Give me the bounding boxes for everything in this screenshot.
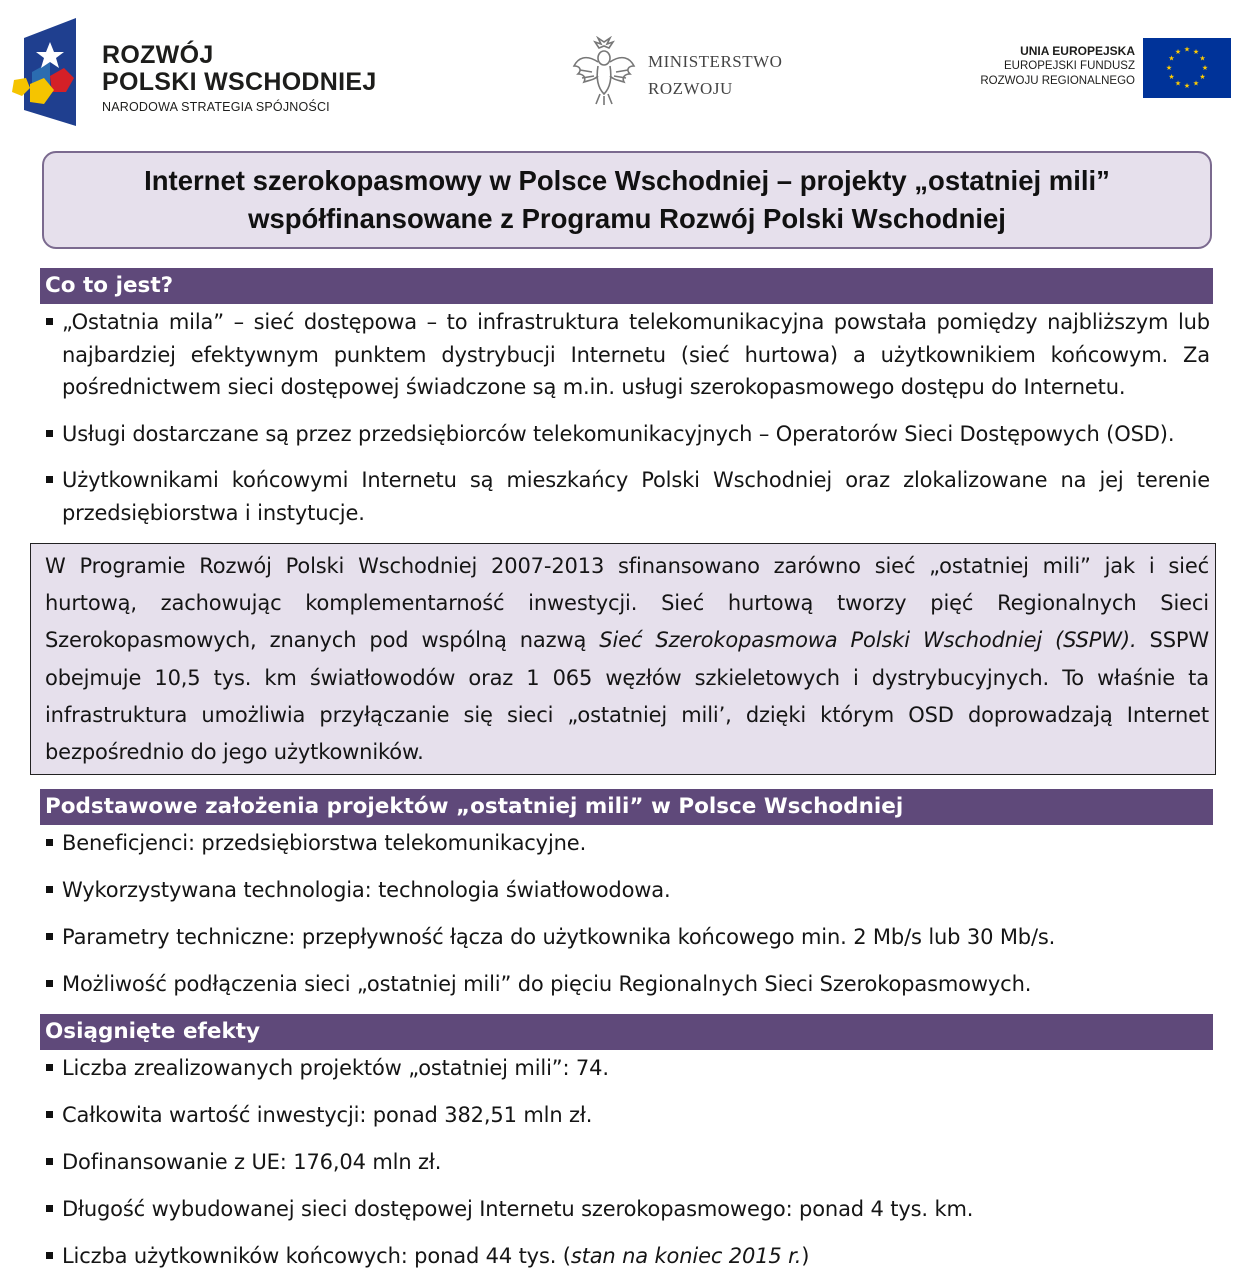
ministry-logo bbox=[572, 36, 802, 108]
eagle-emblem-icon bbox=[572, 36, 636, 106]
page-title-line1: Internet szerokopasmowy w Polsce Wschodniej – projekty „ostatniej mili” bbox=[144, 165, 1110, 196]
ministry-line1: MINISTERSTWO bbox=[648, 52, 783, 71]
svg-text:★: ★ bbox=[1168, 54, 1175, 63]
ministry-line2: ROZWOJU bbox=[648, 79, 733, 98]
rpw-logo-line3: NARODOWA STRATEGIA SPÓJNOŚCI bbox=[102, 100, 330, 114]
what-list bbox=[44, 306, 1210, 543]
results-date-note: stan na koniec 2015 r. bbox=[570, 1244, 802, 1268]
section-heading-assumptions: Podstawowe założenia projektów „ostatniej mili” w Polsce Wschodniej bbox=[40, 789, 1213, 825]
list-item: Usługi dostarczane są przez przedsiębiorców telekomunikacyjnych – Operatorów Sieci Dostępowych (OSD). bbox=[44, 418, 1210, 451]
eu-line2: EUROPEJSKI FUNDUSZ bbox=[1004, 60, 1135, 72]
rpw-star-mark-icon bbox=[10, 18, 90, 126]
results-last-close: ) bbox=[801, 1244, 810, 1268]
page-title-box bbox=[42, 151, 1212, 249]
svg-text:★: ★ bbox=[1183, 45, 1191, 54]
svg-text:★: ★ bbox=[1201, 64, 1209, 72]
svg-text:★: ★ bbox=[1168, 73, 1175, 81]
list-item bbox=[44, 1240, 1210, 1273]
header bbox=[0, 0, 1259, 140]
svg-text:★: ★ bbox=[1199, 73, 1206, 81]
list-item: Liczba zrealizowanych projektów „ostatniej mili”: 74. bbox=[44, 1052, 1210, 1085]
info-text-italic: Sieć Szerokopasmowa Polski Wschodniej (SSPW). bbox=[599, 628, 1137, 653]
svg-text:★: ★ bbox=[1183, 82, 1191, 90]
list-item: Dofinansowanie z UE: 176,04 mln zł. bbox=[44, 1146, 1210, 1179]
section-heading-what: Co to jest? bbox=[40, 268, 1213, 304]
info-text-part1: W Programie Rozwój Polski Wschodniej 2007-2013 sfinansowano zarówno sieć „ostatniej mili” jak i sieć hurtową, zachowując komplementarność inwestycji. Sieć hurtową tworzy pięć Regionalnych Sieci Szerokopasmowych, znanych pod wspólną nazwą bbox=[45, 554, 1209, 653]
eu-line3: ROZWOJU REGIONALNEGO bbox=[980, 75, 1135, 87]
section-heading-results: Osiągnięte efekty bbox=[40, 1014, 1213, 1050]
rpw-logo-line2: POLSKI WSCHODNIEJ bbox=[102, 68, 377, 96]
page-title-line2: współfinansowane z Programu Rozwój Polski Wschodniej bbox=[248, 203, 1006, 234]
list-item: „Ostatnia mila” – sieć dostępowa – to infrastruktura telekomunikacyjna powstała pomiędzy najbliższym lub najbardziej efektywnym punktem dystrybucji Internetu (sieć hurtowa) a użytkownikiem końcowym. Za pośrednictwem sieci dostępowej świadczone są m.in. usługi szerokopasmowego dostępu do Internetu. bbox=[44, 306, 1210, 404]
svg-text:★: ★ bbox=[1199, 54, 1206, 63]
svg-text:★: ★ bbox=[1174, 79, 1182, 88]
results-list bbox=[44, 1052, 1210, 1287]
svg-text:★: ★ bbox=[1165, 64, 1173, 72]
list-item: Wykorzystywana technologia: technologia światłowodowa. bbox=[44, 874, 1210, 907]
rozwoj-polski-wschodniej-logo bbox=[10, 18, 390, 128]
list-item: Beneficjenci: przedsiębiorstwa telekomunikacyjne. bbox=[44, 827, 1210, 860]
list-item: Użytkownikami końcowymi Internetu są mieszkańcy Polski Wschodniej oraz zlokalizowane na jej terenie przedsiębiorstwa i instytucje. bbox=[44, 464, 1210, 529]
results-last-text: Liczba użytkowników końcowych: ponad 44 tys. ( bbox=[62, 1244, 571, 1268]
list-item: Możliwość podłączenia sieci „ostatniej mili” do pięciu Regionalnych Sieci Szerokopasmowych. bbox=[44, 968, 1210, 1001]
svg-text:★: ★ bbox=[1192, 48, 1200, 56]
svg-text:★: ★ bbox=[1174, 48, 1182, 56]
info-text-part2: SSPW obejmuje 10,5 tys. km światłowodów oraz 1 065 węzłów szkieletowych i dystrybucyjnych. To właśnie ta infrastruktura umożliwia przyłączanie się sieci „ostatniej mili’, dzięki którym OSD doprowadzają Internet bezpośrednio do jego użytkowników. bbox=[45, 628, 1210, 765]
list-item: Całkowita wartość inwestycji: ponad 382,51 mln zł. bbox=[44, 1099, 1210, 1132]
rpw-logo-line1: ROZWÓJ bbox=[102, 41, 214, 69]
sspw-info-box bbox=[30, 543, 1216, 775]
eu-line1: UNIA EUROPEJSKA bbox=[1020, 44, 1135, 58]
list-item: Długość wybudowanej sieci dostępowej Internetu szerokopasmowego: ponad 4 tys. km. bbox=[44, 1193, 1210, 1226]
eu-logo bbox=[960, 38, 1235, 100]
svg-text:★: ★ bbox=[1192, 79, 1200, 88]
assumptions-list bbox=[44, 827, 1210, 1015]
eu-flag-icon bbox=[1143, 38, 1231, 98]
list-item: Parametry techniczne: przepływność łącza do użytkownika końcowego min. 2 Mb/s lub 30 Mb/s. bbox=[44, 921, 1210, 954]
